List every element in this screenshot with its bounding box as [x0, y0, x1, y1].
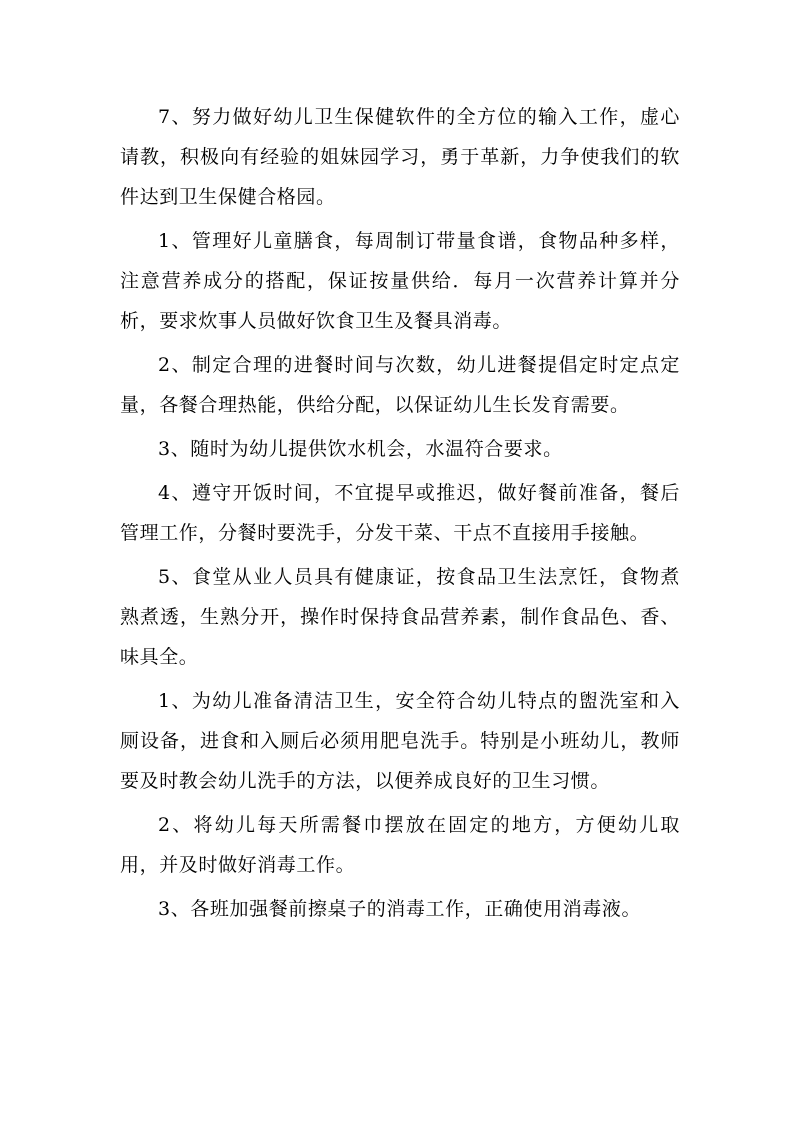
paragraph-washroom-hygiene: 1、为幼儿准备清洁卫生，安全符合幼儿特点的盥洗室和入厕设备，进食和入厕后必须用肥皂洗手。特别是小班幼儿，教师要及时教会幼儿洗手的方法，以便养成良好的卫生习惯。	[120, 690, 680, 792]
paragraph-table-disinfection: 3、各班加强餐前擦桌子的消毒工作，正确使用消毒液。	[158, 898, 642, 920]
paragraph-child-meals: 1、管理好儿童膳食，每周制订带量食谱，食物品种多样，注意营养成分的搭配，保证按量供给．每月一次营养计算并分析，要求炊事人员做好饮食卫生及餐具消毒。	[120, 230, 680, 332]
paragraph-meal-schedule: 4、遵守开饭时间，不宜提早或推迟，做好餐前准备，餐后管理工作，分餐时要洗手，分发干菜、干点不直接用手接触。	[120, 482, 680, 544]
paragraph-software-input: 7、努力做好幼儿卫生保健软件的全方位的输入工作，虚心请教，积极向有经验的姐妹园学习，勇于革新，力争使我们的软件达到卫生保健合格园。	[120, 106, 680, 208]
paragraph-meal-times: 2、制定合理的进餐时间与次数，幼儿进餐提倡定时定点定量，各餐合理热能，供给分配，以保证幼儿生长发育需要。	[120, 354, 680, 416]
document-body	[120, 97, 680, 933]
paragraph-drinking-water: 3、随时为幼儿提供饮水机会，水温符合要求。	[158, 438, 563, 460]
paragraph-napkins: 2、将幼儿每天所需餐巾摆放在固定的地方，方便幼儿取用，并及时做好消毒工作。	[120, 814, 680, 876]
paragraph-canteen-staff: 5、食堂从业人员具有健康证，按食品卫生法烹饪，食物煮熟煮透，生熟分开，操作时保持食品营养素，制作食品色、香、味具全。	[120, 566, 680, 668]
